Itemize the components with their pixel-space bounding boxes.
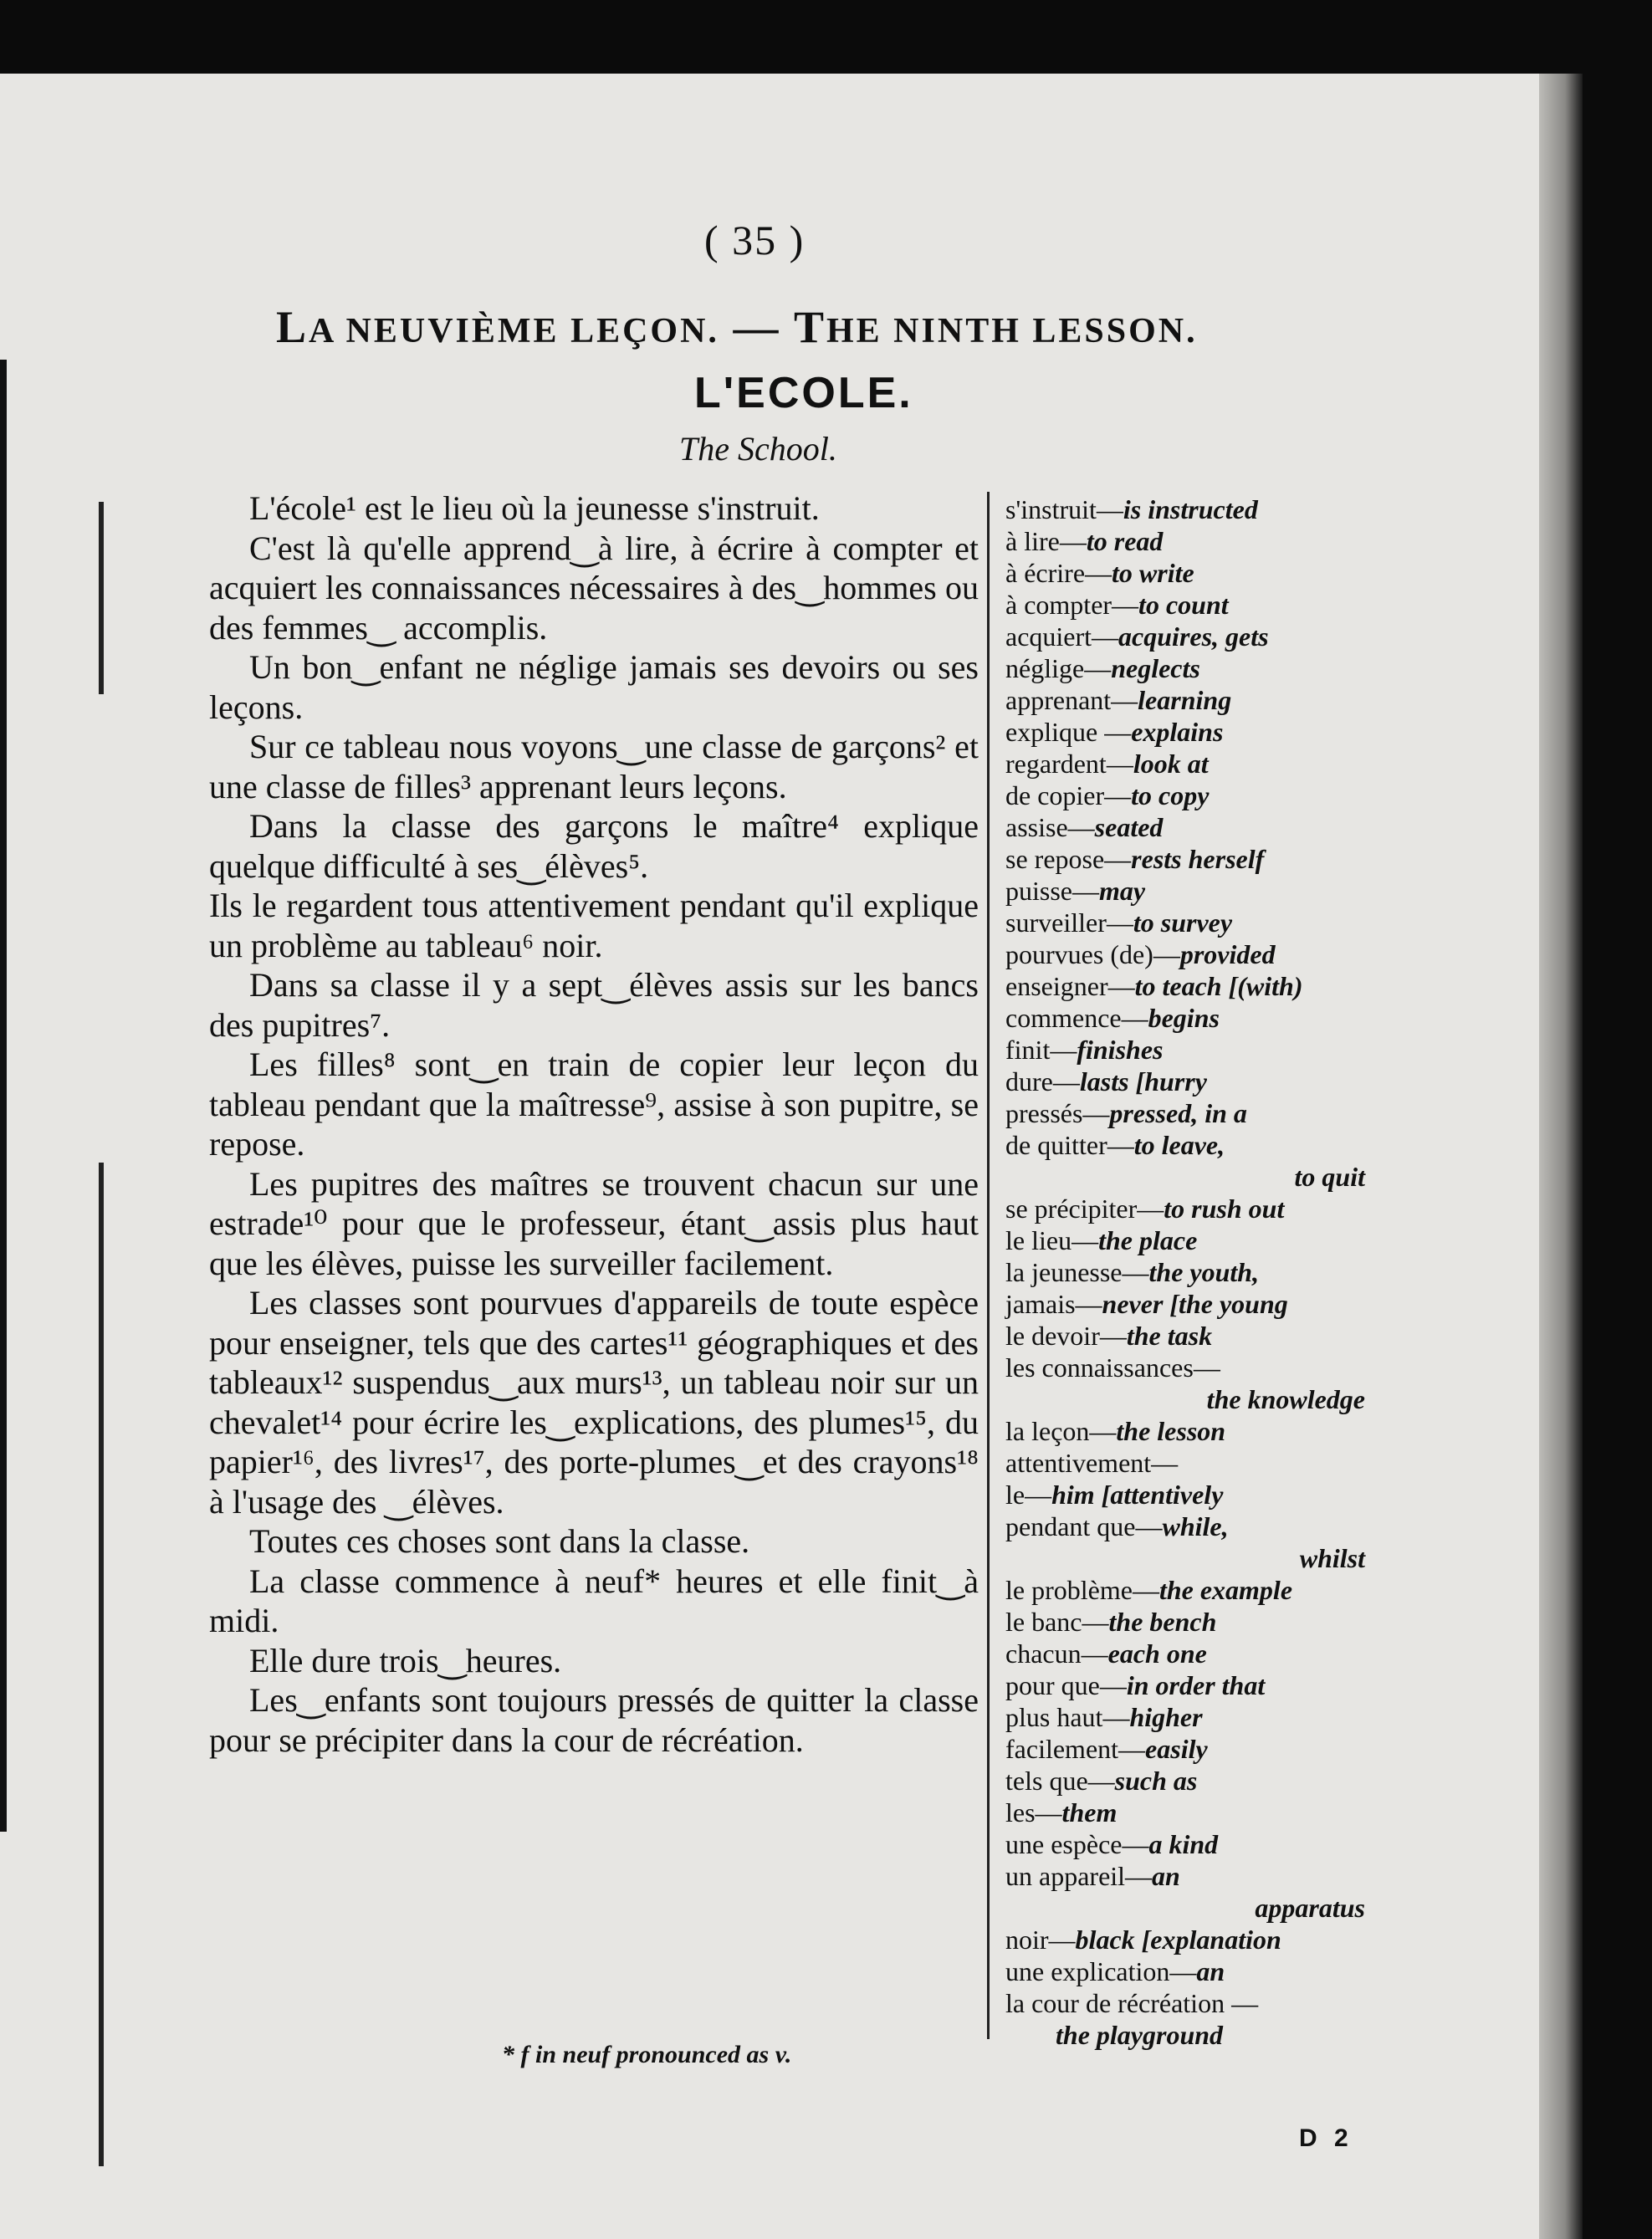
- vocabulary-entry: [1005, 525, 1365, 557]
- vocabulary-english: look at: [1133, 749, 1209, 779]
- vocabulary-french: facilement—: [1005, 1734, 1146, 1764]
- paragraph: C'est là qu'elle apprend‿à lire, à écrire à compter et acquiert les connaissances nécessaires à des‿hommes ou des femmes‿ accomplis.: [209, 529, 979, 647]
- vocabulary-entry: [1005, 652, 1365, 684]
- vocabulary-english: an: [1152, 1861, 1180, 1891]
- vocabulary-french: de quitter—: [1005, 1130, 1134, 1160]
- vocabulary-english: finishes: [1077, 1035, 1164, 1065]
- vocabulary-english: never [the young: [1102, 1289, 1288, 1319]
- footnote: * f in neuf pronounced as v.: [502, 2041, 792, 2068]
- vocabulary-entry: [1005, 1097, 1365, 1129]
- vocabulary-french: chacun—: [1005, 1638, 1108, 1669]
- vocabulary-english: the knowledge: [1206, 1384, 1365, 1414]
- vocabulary-english: each one: [1107, 1638, 1207, 1669]
- vocabulary-entry: [1005, 780, 1365, 811]
- vocabulary-entry: [1005, 1574, 1365, 1606]
- paragraph: Les pupitres des maîtres se trouvent chacun sur une estrade¹⁰ pour que le professeur, étant‿assis plus haut que les élèves, puisse les surveiller facilement.: [209, 1164, 979, 1282]
- vocabulary-french: de copier—: [1005, 780, 1132, 810]
- vocabulary-entry: [1005, 1669, 1365, 1701]
- vocabulary-english: such as: [1114, 1766, 1198, 1796]
- page-number: ( 35 ): [704, 217, 806, 263]
- vocabulary-french: pendant que—: [1005, 1511, 1163, 1541]
- vocabulary-entry: [1005, 1892, 1365, 1924]
- vocabulary-french: pour que—: [1005, 1670, 1127, 1700]
- paragraph: Les classes sont pourvues d'appareils de toute espèce pour enseigner, tels que des cartes¹¹ géographiques et des tableaux¹² suspendus‿aux murs¹³, un tableau noir sur un chevalet¹⁴ pour écrire les‿explications, des plumes¹⁵, du papier¹⁶, des livres¹⁷, des porte-plumes‿et des crayons¹⁸ à l'usage des ‿élèves.: [209, 1284, 979, 1521]
- vocabulary-entry: [1005, 1987, 1365, 2019]
- vocabulary-english: provided: [1179, 939, 1276, 969]
- vocabulary-french: néglige—: [1005, 653, 1112, 683]
- vocabulary-french: les connaissances—: [1005, 1352, 1220, 1383]
- vocabulary-french: acquiert—: [1005, 621, 1119, 652]
- vocabulary-french: à compter—: [1005, 590, 1139, 620]
- vocabulary-english: easily: [1145, 1734, 1208, 1764]
- vocabulary-french: la jeunesse—: [1005, 1257, 1149, 1287]
- vocabulary-english: a kind: [1148, 1829, 1219, 1859]
- vocabulary-entry: [1005, 1479, 1365, 1511]
- vocabulary-french: un appareil—: [1005, 1861, 1153, 1891]
- paragraph: L'école¹ est le lieu où la jeunesse s'instruit.: [249, 489, 820, 527]
- title-initial: L: [276, 302, 309, 352]
- vocabulary-english: begins: [1148, 1003, 1220, 1033]
- vocabulary-entry: [1005, 1129, 1365, 1161]
- page-edge-shadow: [1539, 74, 1583, 2239]
- vocabulary-entry: [1005, 1733, 1365, 1765]
- vocabulary-entry: [1005, 1924, 1365, 1955]
- vocabulary-french: assise—: [1005, 812, 1095, 842]
- vocabulary-french: attentivement—: [1005, 1448, 1179, 1478]
- section-heading-translation: The School.: [679, 430, 837, 468]
- vocabulary-entry: [1005, 1352, 1365, 1383]
- vocabulary-french: les—: [1005, 1797, 1062, 1827]
- vocabulary-french: se repose—: [1005, 844, 1132, 874]
- vocabulary-french: le—: [1005, 1480, 1052, 1510]
- vocabulary-english: acquires, gets: [1118, 621, 1269, 652]
- vocabulary-french: noir—: [1005, 1925, 1076, 1955]
- vocabulary-english: to read: [1086, 526, 1164, 556]
- paragraph: Elle dure trois‿heures.: [249, 1641, 562, 1679]
- vocabulary-french: la leçon—: [1005, 1416, 1117, 1446]
- vocabulary-entry: [1005, 1860, 1365, 1892]
- vocabulary-entry: [1005, 907, 1365, 938]
- vocabulary-entry: [1005, 716, 1365, 748]
- vocabulary-entry: [1005, 1256, 1365, 1288]
- vocabulary-french: le problème—: [1005, 1575, 1159, 1605]
- vocabulary-english: the playground: [1056, 2020, 1224, 2050]
- paragraph: Dans la classe des garçons le maître⁴ explique quelque difficulté à ses‿élèves⁵.: [209, 807, 979, 885]
- vocabulary-french: regardent—: [1005, 749, 1133, 779]
- vocabulary-french: une explication—: [1005, 1956, 1197, 1986]
- vocabulary-entry: [1005, 1161, 1365, 1193]
- paragraph: Ils le regardent tous attentivement pendant qu'il explique un problème au tableau⁶ noir.: [209, 887, 979, 964]
- vocabulary-french: tels que—: [1005, 1766, 1115, 1796]
- vocabulary-entry: [1005, 1542, 1365, 1574]
- vocabulary-entry: [1005, 2019, 1365, 2051]
- vocabulary-french: une espèce—: [1005, 1829, 1149, 1859]
- vocabulary-english: the task: [1126, 1321, 1213, 1351]
- vocabulary-english: the youth,: [1148, 1257, 1260, 1287]
- paragraph: Un bon‿enfant ne néglige jamais ses devoirs ou ses leçons.: [209, 648, 979, 726]
- vocabulary-french: puisse—: [1005, 876, 1099, 906]
- vocabulary-english: may: [1099, 876, 1146, 906]
- vocabulary-entry: [1005, 1383, 1365, 1415]
- vocabulary-english: the example: [1158, 1575, 1293, 1605]
- margin-rule-mark: [99, 1163, 104, 2166]
- vocabulary-french: le lieu—: [1005, 1225, 1099, 1255]
- vocabulary-english: to copy: [1131, 780, 1210, 810]
- vocabulary-french: le banc—: [1005, 1607, 1109, 1637]
- vocabulary-english: to rush out: [1164, 1194, 1285, 1224]
- title-initial: T: [793, 302, 826, 352]
- vocabulary-french: la cour de récréation —: [1005, 1988, 1259, 2018]
- vocabulary-french: enseigner—: [1005, 971, 1135, 1001]
- vocabulary-entry: [1005, 1447, 1365, 1479]
- vocabulary-english: the place: [1098, 1225, 1198, 1255]
- vocabulary-english: the bench: [1108, 1607, 1217, 1637]
- title-french: A NEUVIÈME LEÇON.: [309, 312, 719, 350]
- vocabulary-entry: [1005, 1765, 1365, 1797]
- vocabulary-french: apprenant—: [1005, 685, 1138, 715]
- paragraph: La classe commence à neuf* heures et elle finit‿à midi.: [209, 1562, 979, 1639]
- vocabulary-list: [1005, 493, 1365, 2051]
- vocabulary-entry: [1005, 1066, 1365, 1097]
- vocabulary-entry: [1005, 1638, 1365, 1669]
- vocabulary-french: jamais—: [1005, 1289, 1102, 1319]
- vocabulary-english: to survey: [1133, 907, 1233, 938]
- vocabulary-french: le devoir—: [1005, 1321, 1127, 1351]
- vocabulary-french: s'instruit—: [1005, 494, 1123, 524]
- vocabulary-english: neglects: [1111, 653, 1200, 683]
- vocabulary-entry: [1005, 1797, 1365, 1828]
- vocabulary-english: to count: [1138, 590, 1229, 620]
- vocabulary-entry: [1005, 970, 1365, 1002]
- vocabulary-entry: [1005, 684, 1365, 716]
- vocabulary-english: whilst: [1299, 1543, 1365, 1573]
- vocabulary-english: to quit: [1294, 1162, 1365, 1192]
- vocabulary-entry: [1005, 1511, 1365, 1542]
- vocabulary-english: the lesson: [1116, 1416, 1226, 1446]
- vocabulary-english: higher: [1129, 1702, 1203, 1732]
- vocabulary-entry: [1005, 1415, 1365, 1447]
- vocabulary-english: explains: [1131, 717, 1224, 747]
- vocabulary-english: rests herself: [1131, 844, 1265, 874]
- paragraph: Dans sa classe il y a sept‿élèves assis sur les bancs des pupitres⁷.: [209, 966, 979, 1044]
- vocabulary-french: pourvues (de)—: [1005, 939, 1180, 969]
- vocabulary-entry: [1005, 1002, 1365, 1034]
- vocabulary-english: black [explanation: [1075, 1925, 1281, 1955]
- vocabulary-entry: [1005, 557, 1365, 589]
- binding-gutter-line: [0, 360, 7, 1832]
- vocabulary-french: surveiller—: [1005, 907, 1133, 938]
- vocabulary-entry: [1005, 811, 1365, 843]
- vocabulary-entry: [1005, 843, 1365, 875]
- vocabulary-entry: [1005, 1828, 1365, 1860]
- vocabulary-english: in order that: [1126, 1670, 1266, 1700]
- vocabulary-french: se précipiter—: [1005, 1194, 1164, 1224]
- vocabulary-english: while,: [1162, 1511, 1229, 1541]
- vocabulary-english: them: [1061, 1797, 1118, 1827]
- vocabulary-entry: [1005, 748, 1365, 780]
- vocabulary-english: lasts [hurry: [1079, 1066, 1207, 1096]
- title-dash: —: [733, 302, 781, 352]
- vocabulary-french: commence—: [1005, 1003, 1148, 1033]
- vocabulary-entry: [1005, 1701, 1365, 1733]
- paragraph: Sur ce tableau nous voyons‿une classe de garçons² et une classe de filles³ apprenant leurs leçons.: [209, 728, 979, 805]
- title-english: HE NINTH LESSON.: [826, 312, 1198, 350]
- lesson-title: [276, 301, 1198, 353]
- paragraph: Les filles⁸ sont‿en train de copier leur leçon du tableau pendant que la maîtresse⁹, assise à son pupitre, se repose.: [209, 1045, 979, 1163]
- lesson-text: [209, 488, 979, 1760]
- vocabulary-french: plus haut—: [1005, 1702, 1130, 1732]
- vocabulary-entry: [1005, 1034, 1365, 1066]
- column-divider: [987, 492, 990, 2039]
- vocabulary-english: to write: [1112, 558, 1194, 588]
- vocabulary-english: to teach [(with): [1134, 971, 1303, 1001]
- vocabulary-entry: [1005, 1606, 1365, 1638]
- vocabulary-entry: [1005, 938, 1365, 970]
- signature-mark: D 2: [1299, 2124, 1353, 2152]
- vocabulary-french: à lire—: [1005, 526, 1087, 556]
- vocabulary-entry: [1005, 1320, 1365, 1352]
- vocabulary-french: dure—: [1005, 1066, 1080, 1096]
- vocabulary-entry: [1005, 621, 1365, 652]
- vocabulary-english: is instructed: [1123, 494, 1258, 524]
- vocabulary-french: pressés—: [1005, 1098, 1110, 1128]
- paragraph: Les‿enfants sont toujours pressés de quitter la classe pour se précipiter dans la cour de récréation.: [209, 1681, 979, 1759]
- vocabulary-entry: [1005, 493, 1365, 525]
- vocabulary-french: à écrire—: [1005, 558, 1112, 588]
- vocabulary-english: apparatus: [1255, 1893, 1365, 1923]
- vocabulary-english: an: [1196, 1956, 1225, 1986]
- vocabulary-entry: [1005, 1193, 1365, 1224]
- vocabulary-english: seated: [1094, 812, 1164, 842]
- vocabulary-english: pressed, in a: [1109, 1098, 1247, 1128]
- vocabulary-entry: [1005, 875, 1365, 907]
- vocabulary-french: explique —: [1005, 717, 1132, 747]
- vocabulary-entry: [1005, 1288, 1365, 1320]
- vocabulary-english: to leave,: [1133, 1130, 1225, 1160]
- section-heading: L'ECOLE.: [694, 369, 913, 417]
- vocabulary-entry: [1005, 589, 1365, 621]
- vocabulary-english: learning: [1138, 685, 1232, 715]
- vocabulary-entry: [1005, 1224, 1365, 1256]
- paragraph: Toutes ces choses sont dans la classe.: [249, 1522, 750, 1560]
- vocabulary-entry: [1005, 1955, 1365, 1987]
- margin-rule-mark: [99, 502, 104, 694]
- vocabulary-french: finit—: [1005, 1035, 1077, 1065]
- vocabulary-english: him [attentively: [1051, 1480, 1224, 1510]
